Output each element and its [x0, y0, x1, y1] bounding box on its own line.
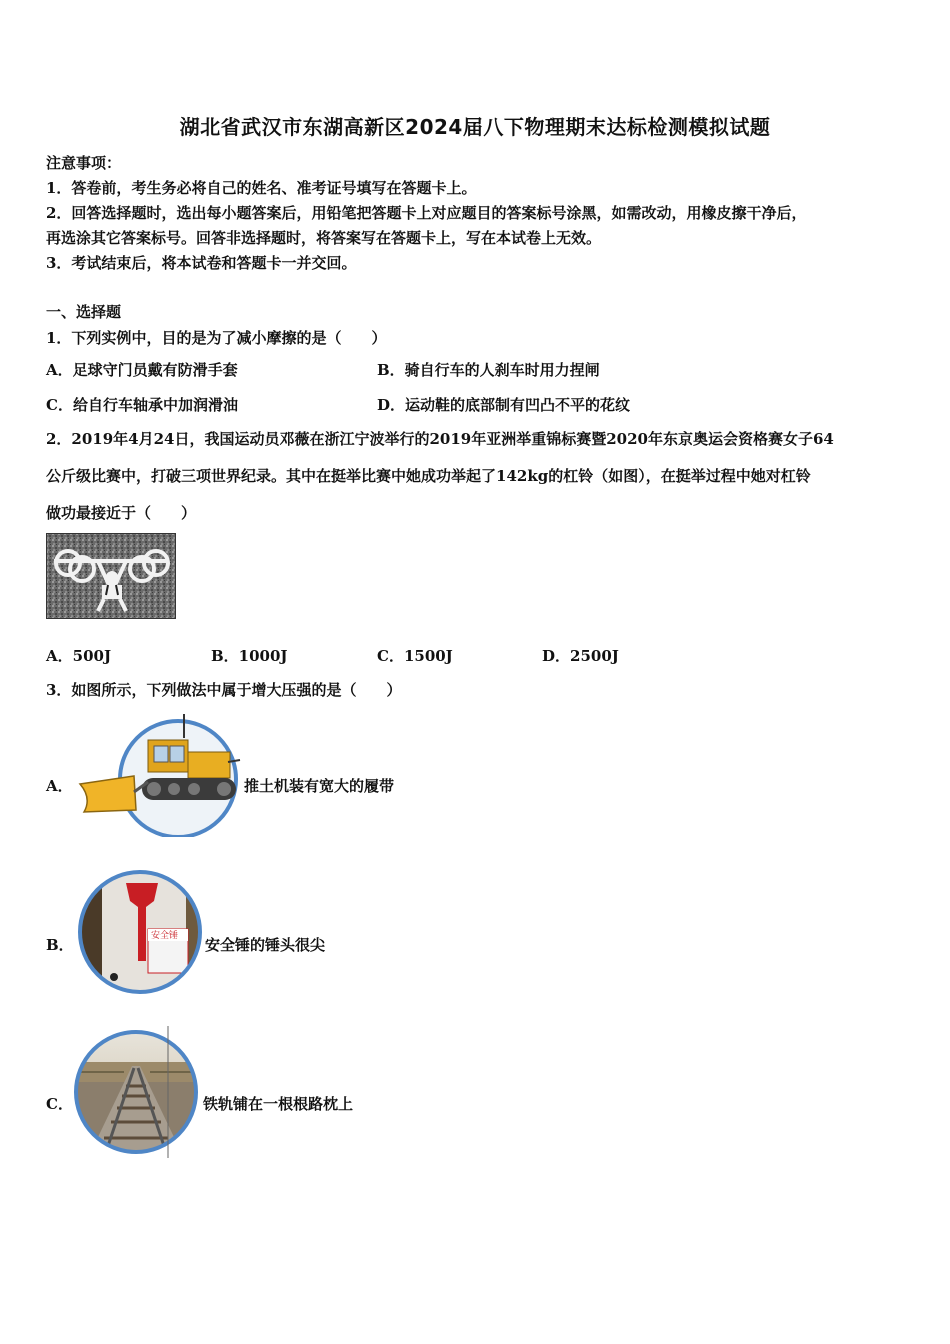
q2-option-d: D．2500J	[542, 647, 619, 665]
notice-item-3: 3．考试结束后，将本试卷和答题卡一并交回。	[46, 254, 357, 272]
notice-item-2: 2．回答选择题时，选出每小题答案后，用铅笔把答题卡上对应题目的答案标号涂黑，如需改动，用橡皮擦干净后，	[46, 204, 807, 222]
q2-option-c: C．1500J	[377, 647, 453, 665]
q2-stem-line3: 做功最接近于（ ）	[46, 504, 197, 522]
weightlifter-figure	[46, 533, 176, 619]
q3-option-c-label: C．	[46, 1095, 73, 1113]
q3-option-a-text: 推土机装有宽大的履带	[244, 777, 395, 795]
q3-option-b-label: B．	[46, 936, 74, 954]
notice-item-1: 1．答卷前，考生务必将自己的姓名、准考证号填写在答题卡上。	[46, 179, 477, 197]
q2-option-b: B．1000J	[211, 647, 288, 665]
q2-option-a: A．500J	[46, 647, 112, 665]
q3-option-c-text: 铁轨铺在一根根路枕上	[203, 1095, 354, 1113]
q3-stem: 3．如图所示，下列做法中属于增大压强的是（ ）	[46, 681, 402, 699]
q2-stem-line1: 2．2019年4月24日，我国运动员邓薇在浙江宁波举行的2019年亚洲举重锦标赛暨2020年东京奥运会资格赛女子64	[46, 430, 834, 448]
q1-option-a: A．足球守门员戴有防滑手套	[46, 361, 238, 379]
q1-option-b: B．骑自行车的人刹车时用力捏闸	[377, 361, 600, 379]
notice-heading: 注意事项：	[46, 154, 122, 172]
safety-hammer-figure	[74, 867, 206, 997]
q3-option-a-label: A．	[46, 777, 73, 795]
railway-track-figure	[74, 1026, 204, 1158]
q1-option-c: C．给自行车轴承中加润滑油	[46, 396, 238, 414]
q1-option-d: D．运动鞋的底部制有凹凸不平的花纹	[377, 396, 631, 414]
notice-item-2-cont: 再选涂其它答案标号。回答非选择题时，将答案写在答题卡上，写在本试卷上无效。	[46, 229, 602, 247]
q1-stem: 1．下列实例中，目的是为了减小摩擦的是（ ）	[46, 329, 387, 347]
page-title: 湖北省武汉市东湖高新区2024届八下物理期末达标检测模拟试题	[179, 115, 771, 139]
q2-stem-line2: 公斤级比赛中，打破三项世界纪录。其中在挺举比赛中她成功举起了142kg的杠铃（如图），在挺举过程中她对杠铃	[46, 467, 811, 485]
safety-hammer-sign-text: 安全锤	[151, 931, 179, 941]
section-heading: 一、选择题	[46, 303, 122, 321]
q3-option-b-text: 安全锤的锤头很尖	[205, 936, 326, 954]
bulldozer-figure	[78, 712, 243, 837]
